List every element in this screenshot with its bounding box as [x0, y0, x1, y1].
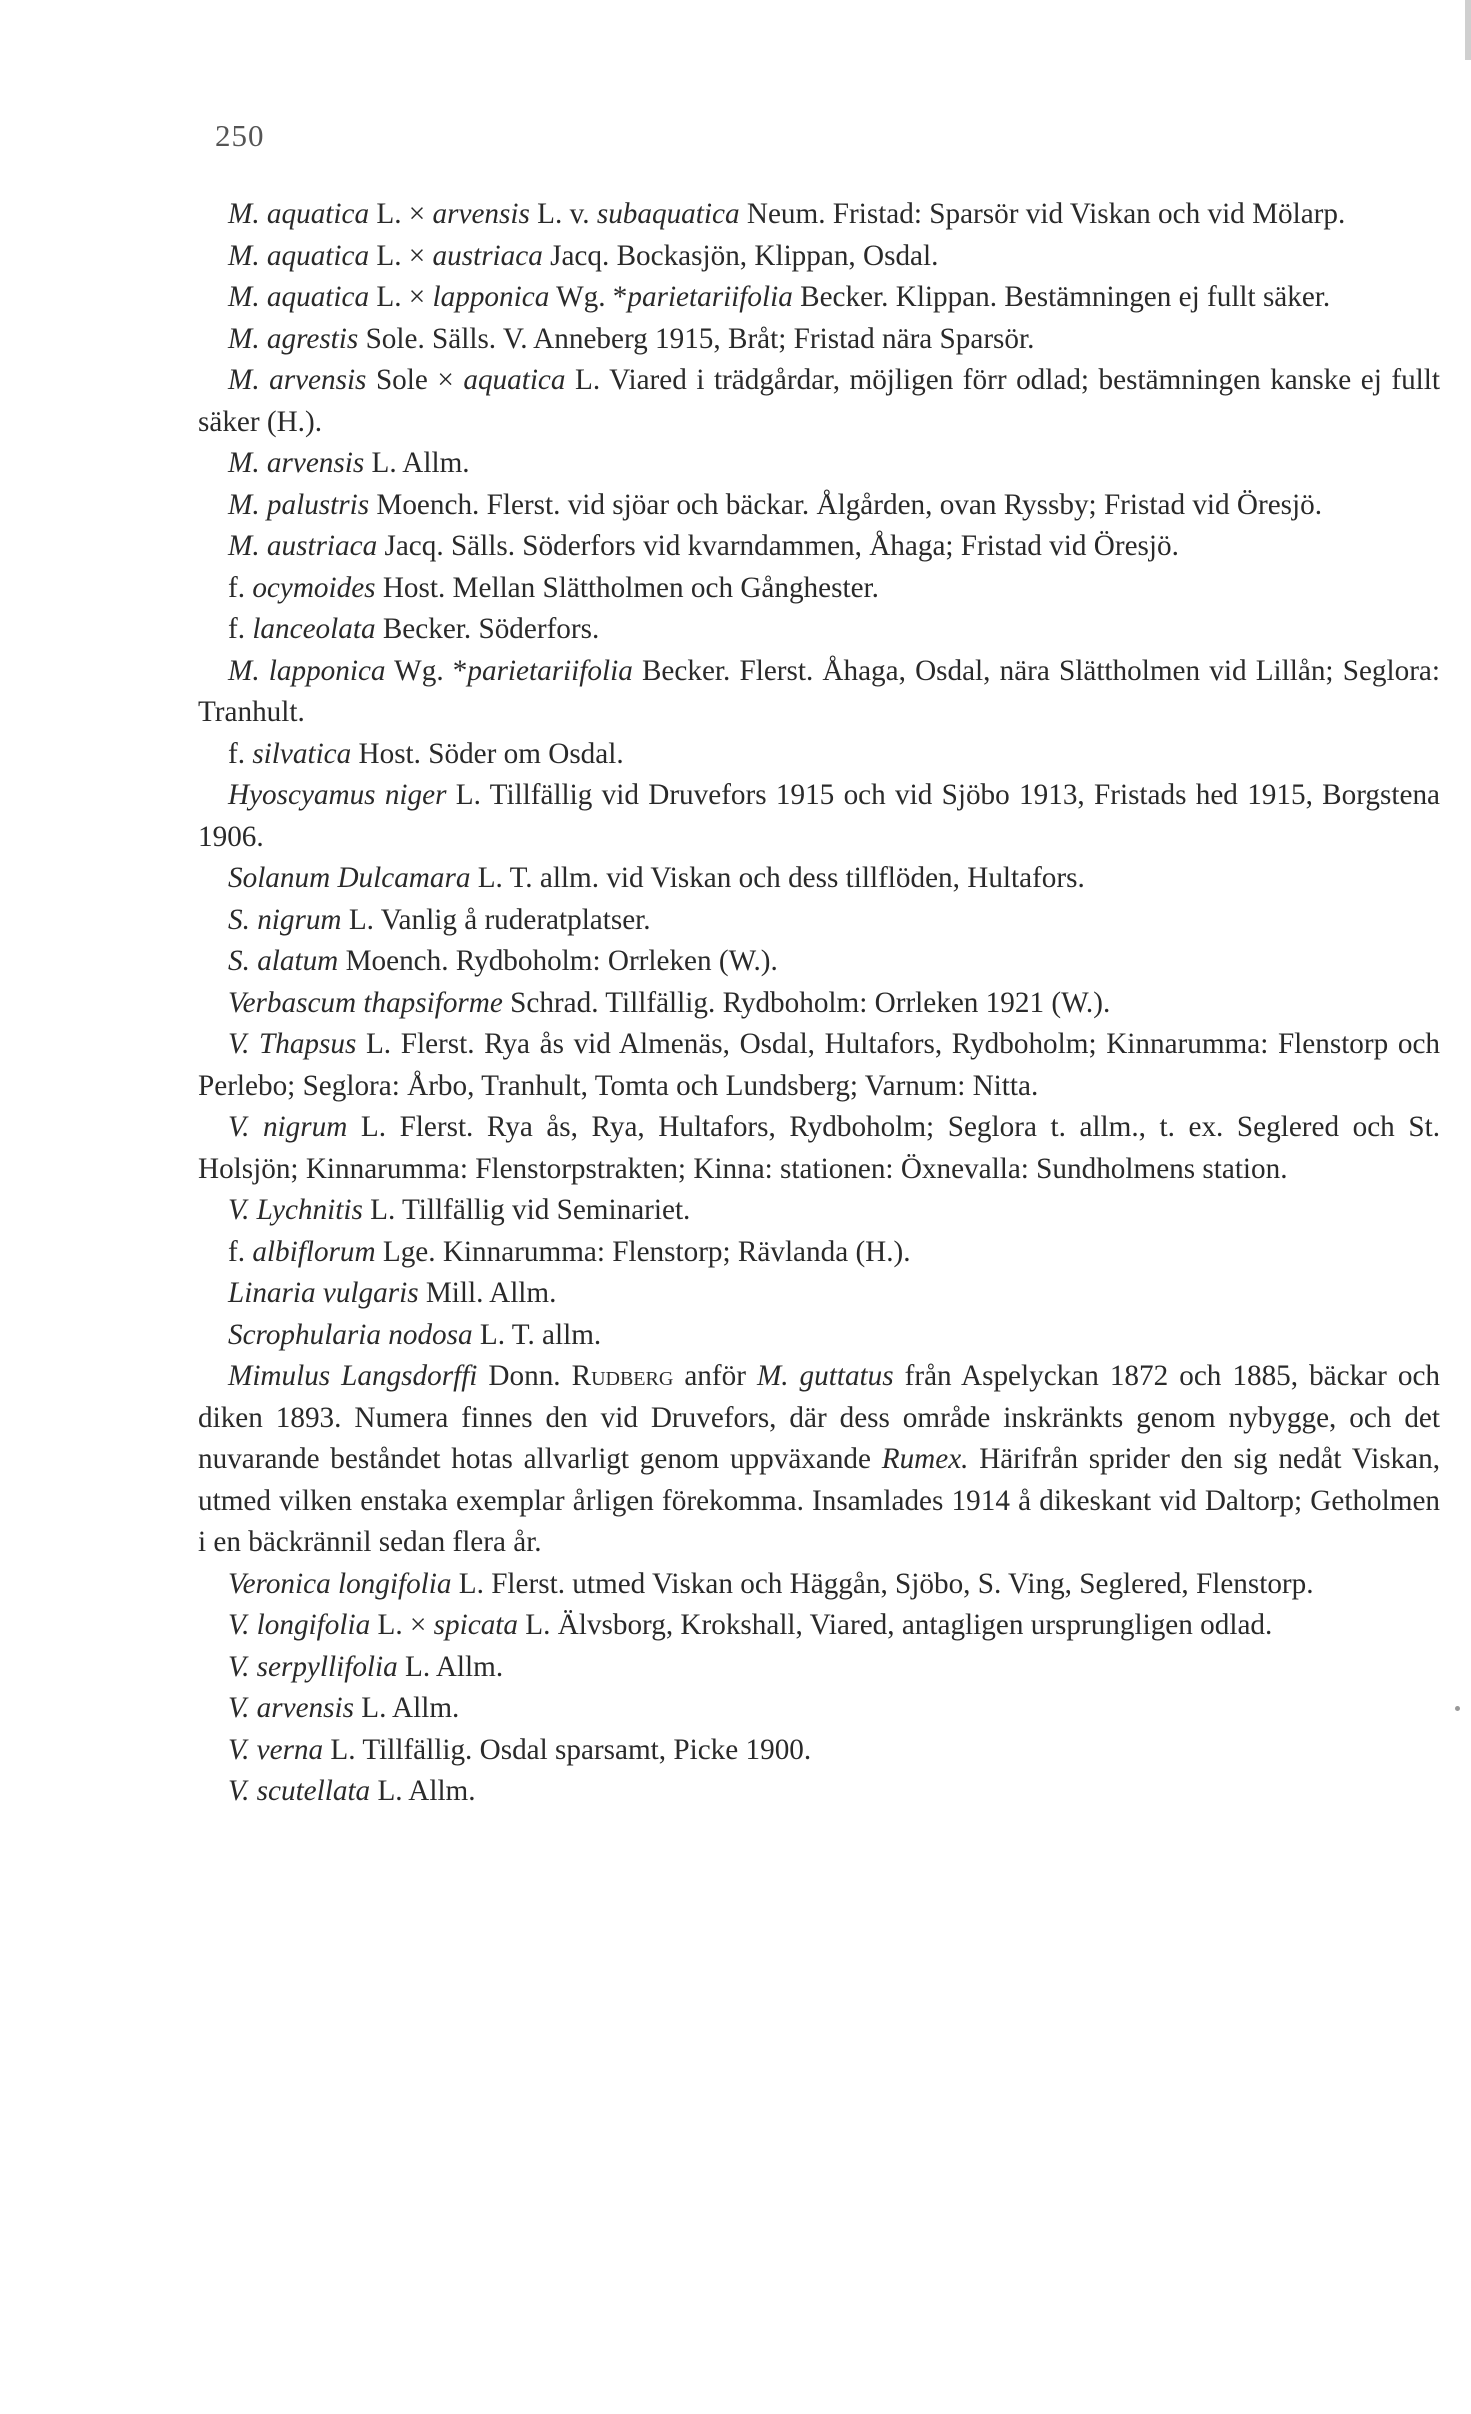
- entry-text: Sole. Sälls. V. Anneberg 1915, Bråt; Fristad nära Sparsör.: [358, 322, 1035, 355]
- taxon-name: lanceolata: [252, 613, 376, 645]
- species-entry: [198, 319, 1440, 361]
- taxon-name: M. aquatica: [228, 198, 370, 230]
- author-name: Rudberg: [571, 1360, 674, 1392]
- species-entry: [198, 1730, 1440, 1772]
- species-list: [198, 194, 1440, 1813]
- entry-text: L. Tillfällig. Osdal sparsamt, Picke 1900.: [323, 1733, 812, 1766]
- species-entry: [198, 443, 1440, 485]
- species-entry: [198, 900, 1440, 942]
- taxon-name: S. alatum: [228, 945, 339, 977]
- taxon-name: M. palustris: [228, 488, 370, 521]
- entry-text: L. T. allm. vid Viskan och dess tillflöden, Hultafors.: [470, 862, 1085, 894]
- entry-text: f.: [228, 571, 253, 604]
- taxon-name: M. austriaca: [228, 530, 378, 562]
- entry-text: L. Flerst. Rya ås, Rya, Hultafors, Rydboholm; Seglora t. allm., t. ex. Seglered och St. Holsjön; Kinnarumma: Flenstorpstrakten; Kinna: stationen: Öxnevalla: Sundholmens station.: [198, 1111, 1440, 1185]
- entry-text: L. Älvsborg, Krokshall, Viared, antagligen ursprungligen odlad.: [518, 1609, 1273, 1641]
- species-entry: [198, 775, 1440, 858]
- entry-text: L. Vanlig å ruderatplatser.: [341, 903, 651, 936]
- species-entry: [198, 194, 1440, 236]
- taxon-name: Hyoscyamus niger: [228, 779, 447, 811]
- taxon-name: V. Thapsus: [228, 1028, 357, 1060]
- entry-text: Jacq. Sälls. Söderfors vid kvarndammen, Åhaga; Fristad vid Öresjö.: [377, 530, 1179, 562]
- taxon-name: S. nigrum: [228, 903, 342, 936]
- margin-dot: [1455, 1706, 1460, 1711]
- entry-text: L. Allm.: [353, 1692, 460, 1724]
- taxon-name: parietariifolia: [627, 281, 793, 313]
- entry-text: Neum. Fristad: Sparsör vid Viskan och vid Mölarp.: [739, 198, 1346, 230]
- entry-text: Schrad. Tillfällig. Rydboholm: Orrleken 1921 (W.).: [502, 986, 1111, 1019]
- entry-text: Sole ×: [366, 364, 464, 396]
- entry-text: L. T. allm.: [472, 1318, 602, 1351]
- species-entry: [198, 858, 1440, 900]
- entry-text: Host. Söder om Osdal.: [351, 737, 624, 770]
- species-entry: [198, 609, 1440, 651]
- entry-text: Host. Mellan Slättholmen och Gånghester.: [375, 571, 879, 604]
- page-edge-shadow: [1465, 0, 1471, 60]
- taxon-name: ocymoides: [252, 571, 376, 604]
- taxon-name: aquatica: [463, 364, 566, 396]
- entry-text: Moench. Flerst. vid sjöar och bäckar. Ålgården, ovan Ryssby; Fristad vid Öresjö.: [369, 488, 1323, 521]
- species-entry: [198, 236, 1440, 278]
- taxon-name: lapponica: [432, 281, 550, 313]
- entry-text: L. Tillfällig vid Druvefors 1915 och vid Sjöbo 1913, Fristads hed 1915, Borgstena 1906.: [198, 779, 1440, 853]
- entry-text: Becker. Söderfors.: [375, 613, 600, 645]
- taxon-name: Verbascum thapsiforme: [228, 986, 503, 1019]
- taxon-name: silvatica: [252, 737, 352, 770]
- species-entry: [198, 1564, 1440, 1606]
- entry-text: L. ×: [369, 239, 433, 272]
- taxon-name: M. arvensis: [228, 447, 365, 479]
- entry-text: Jacq. Bockasjön, Klippan, Osdal.: [542, 239, 939, 272]
- species-entry: [198, 1190, 1440, 1232]
- species-entry: [198, 485, 1440, 527]
- taxon-name: V. arvensis: [228, 1692, 354, 1724]
- taxon-name: Linaria vulgaris: [228, 1277, 419, 1309]
- taxon-name: Rumex.: [881, 1443, 969, 1475]
- taxon-name: M. aquatica: [228, 281, 370, 313]
- entry-text: Wg. *: [385, 654, 468, 687]
- entry-text: från Aspelyckan 1872 och 1885, bäckar och diken 1893. Numera finnes den vid Druvefors, där dess område inskränkts genom nybygge, och det nuvarande beståndet hotas allvarligt genom uppväxande: [198, 1360, 1440, 1475]
- entry-text: Donn.: [477, 1360, 572, 1392]
- entry-text: Wg. *: [549, 281, 628, 313]
- entry-text: L. Flerst. utmed Viskan och Häggån, Sjöbo, S. Ving, Seglered, Flenstorp.: [451, 1567, 1314, 1600]
- entry-text: f.: [228, 737, 253, 770]
- taxon-name: M. guttatus: [756, 1360, 894, 1392]
- species-entry: [198, 1315, 1440, 1357]
- taxon-name: Mimulus Langsdorffi: [228, 1360, 478, 1392]
- taxon-name: M. aquatica: [228, 239, 370, 272]
- taxon-name: M. lapponica: [228, 654, 386, 687]
- entry-text: L. Viared i trädgårdar, möjligen förr odlad; bestämningen kanske ej fullt säker (H.).: [198, 364, 1440, 438]
- entry-text: L. Allm.: [364, 447, 470, 479]
- entry-text: Lge. Kinnarumma: Flenstorp; Rävlanda (H.).: [375, 1235, 911, 1268]
- species-entry: [198, 1107, 1440, 1190]
- species-entry: [198, 526, 1440, 568]
- taxon-name: V. verna: [228, 1733, 324, 1766]
- species-entry: [198, 1356, 1440, 1564]
- taxon-name: spicata: [433, 1609, 518, 1641]
- entry-text: Moench. Rydboholm: Orrleken (W.).: [338, 945, 778, 977]
- species-entry: [198, 1647, 1440, 1689]
- entry-text: L. Flerst. Rya ås vid Almenäs, Osdal, Hultafors, Rydboholm; Kinnarumma: Flenstorp och Perlebo; Seglora: Årbo, Tranhult, Tomta och Lundsberg; Varnum: Nitta.: [198, 1028, 1440, 1102]
- entry-text: L. ×: [370, 1609, 434, 1641]
- species-entry: [198, 941, 1440, 983]
- entry-text: Becker. Flerst. Åhaga, Osdal, nära Slättholmen vid Lillån; Seglora: Tranhult.: [198, 654, 1440, 728]
- species-entry: [198, 1771, 1440, 1813]
- species-entry: [198, 568, 1440, 610]
- taxon-name: Scrophularia nodosa: [228, 1318, 473, 1351]
- entry-text: f.: [228, 1235, 253, 1268]
- entry-text: Becker. Klippan. Bestämningen ej fullt säker.: [792, 281, 1331, 313]
- taxon-name: Veronica longifolia: [228, 1567, 452, 1600]
- entry-text: anför: [673, 1360, 757, 1392]
- entry-text: f.: [228, 613, 253, 645]
- species-entry: [198, 651, 1440, 734]
- species-entry: [198, 1273, 1440, 1315]
- species-entry: [198, 277, 1440, 319]
- entry-text: Mill. Allm.: [418, 1277, 557, 1309]
- species-entry: [198, 1232, 1440, 1274]
- entry-text: L. Allm.: [370, 1775, 476, 1807]
- taxon-name: V. longifolia: [228, 1609, 371, 1641]
- taxon-name: V. scutellata: [228, 1775, 371, 1807]
- taxon-name: subaquatica: [596, 198, 740, 230]
- entry-text: L. ×: [369, 198, 433, 230]
- page-number: 250: [215, 118, 265, 153]
- species-entry: [198, 1688, 1440, 1730]
- entry-text: Härifrån sprider den sig nedåt Viskan, utmed vilken enstaka exemplar årligen förekomma. Insamlades 1914 å dikeskant vid Daltorp; Getholmen i en bäckrännil sedan flera år.: [198, 1443, 1440, 1558]
- species-entry: [198, 983, 1440, 1025]
- taxon-name: arvensis: [432, 198, 530, 230]
- species-entry: [198, 734, 1440, 776]
- taxon-name: V. serpyllifolia: [228, 1650, 398, 1683]
- species-entry: [198, 360, 1440, 443]
- species-entry: [198, 1024, 1440, 1107]
- taxon-name: M. agrestis: [228, 322, 359, 355]
- taxon-name: V. nigrum: [228, 1111, 348, 1143]
- taxon-name: M. arvensis: [228, 364, 367, 396]
- entry-text: L. Tillfällig vid Seminariet.: [362, 1194, 691, 1226]
- entry-text: L. Allm.: [397, 1650, 504, 1683]
- species-entry: [198, 1605, 1440, 1647]
- entry-text: L. ×: [369, 281, 433, 313]
- taxon-name: albiflorum: [252, 1235, 376, 1268]
- taxon-name: austriaca: [432, 239, 543, 272]
- taxon-name: parietariifolia: [467, 654, 633, 687]
- taxon-name: Solanum Dulcamara: [228, 862, 471, 894]
- taxon-name: V. Lychnitis: [228, 1194, 363, 1226]
- entry-text: L. v.: [529, 198, 597, 230]
